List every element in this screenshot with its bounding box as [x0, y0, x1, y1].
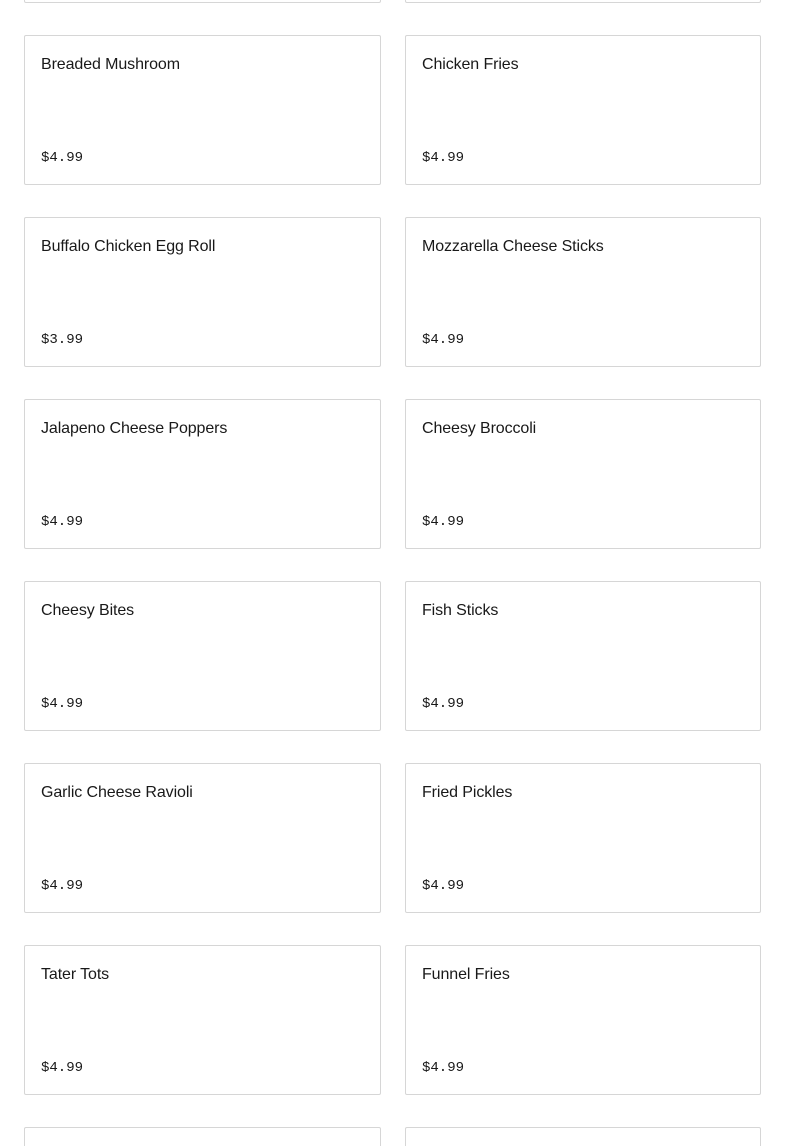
menu-item-card-garlic-cheese-ravioli[interactable]: [24, 763, 381, 913]
menu-item-card-jalapeno-cheese-poppers[interactable]: [24, 399, 381, 549]
menu-item-card-fish-sticks[interactable]: [405, 581, 761, 731]
menu-item-card[interactable]: [24, 1127, 381, 1146]
menu-item-price: $4.99: [422, 1060, 465, 1076]
menu-item-price: $4.99: [422, 514, 465, 530]
menu-item-price: $4.99: [41, 150, 84, 166]
menu-item-card-funnel-fries[interactable]: [405, 945, 761, 1095]
menu-item-name: Chicken Fries: [422, 56, 519, 73]
menu-item-price: $4.99: [41, 1060, 84, 1076]
menu-items-grid: [24, 0, 761, 1146]
menu-item-name: Jalapeno Cheese Poppers: [41, 420, 228, 437]
menu-item-price: $4.99: [422, 878, 465, 894]
menu-item-card-breaded-mushroom[interactable]: [24, 35, 381, 185]
menu-item-price: $4.99: [422, 332, 465, 348]
menu-item-name: Cheesy Bites: [41, 602, 135, 619]
menu-item-price: $4.99: [41, 878, 84, 894]
menu-item-name: Buffalo Chicken Egg Roll: [41, 238, 216, 255]
menu-item-card-mozzarella-cheese-sticks[interactable]: [405, 217, 761, 367]
menu-item-card[interactable]: [24, 0, 381, 3]
menu-item-card[interactable]: [405, 1127, 761, 1146]
menu-item-name: Tater Tots: [41, 966, 110, 983]
menu-item-card-buffalo-chicken-egg-roll[interactable]: [24, 217, 381, 367]
menu-item-price: $4.99: [41, 514, 84, 530]
menu-item-name: Cheesy Broccoli: [422, 420, 537, 437]
menu-item-name: Garlic Cheese Ravioli: [41, 784, 193, 801]
menu-item-name: Mozzarella Cheese Sticks: [422, 238, 604, 255]
menu-item-card-chicken-fries[interactable]: [405, 35, 761, 185]
menu-item-card-cheesy-broccoli[interactable]: [405, 399, 761, 549]
menu-item-card-tater-tots[interactable]: [24, 945, 381, 1095]
menu-item-name: Funnel Fries: [422, 966, 510, 983]
menu-item-name: Fried Pickles: [422, 784, 513, 801]
menu-item-card-fried-pickles[interactable]: [405, 763, 761, 913]
menu-item-price: $3.99: [41, 332, 84, 348]
menu-item-price: $4.99: [422, 696, 465, 712]
menu-item-name: Breaded Mushroom: [41, 56, 180, 73]
menu-item-price: $4.99: [422, 150, 465, 166]
menu-item-card-cheesy-bites[interactable]: [24, 581, 381, 731]
menu-item-price: $4.99: [41, 696, 84, 712]
menu-item-name: Fish Sticks: [422, 602, 499, 619]
menu-item-card[interactable]: [405, 0, 761, 3]
